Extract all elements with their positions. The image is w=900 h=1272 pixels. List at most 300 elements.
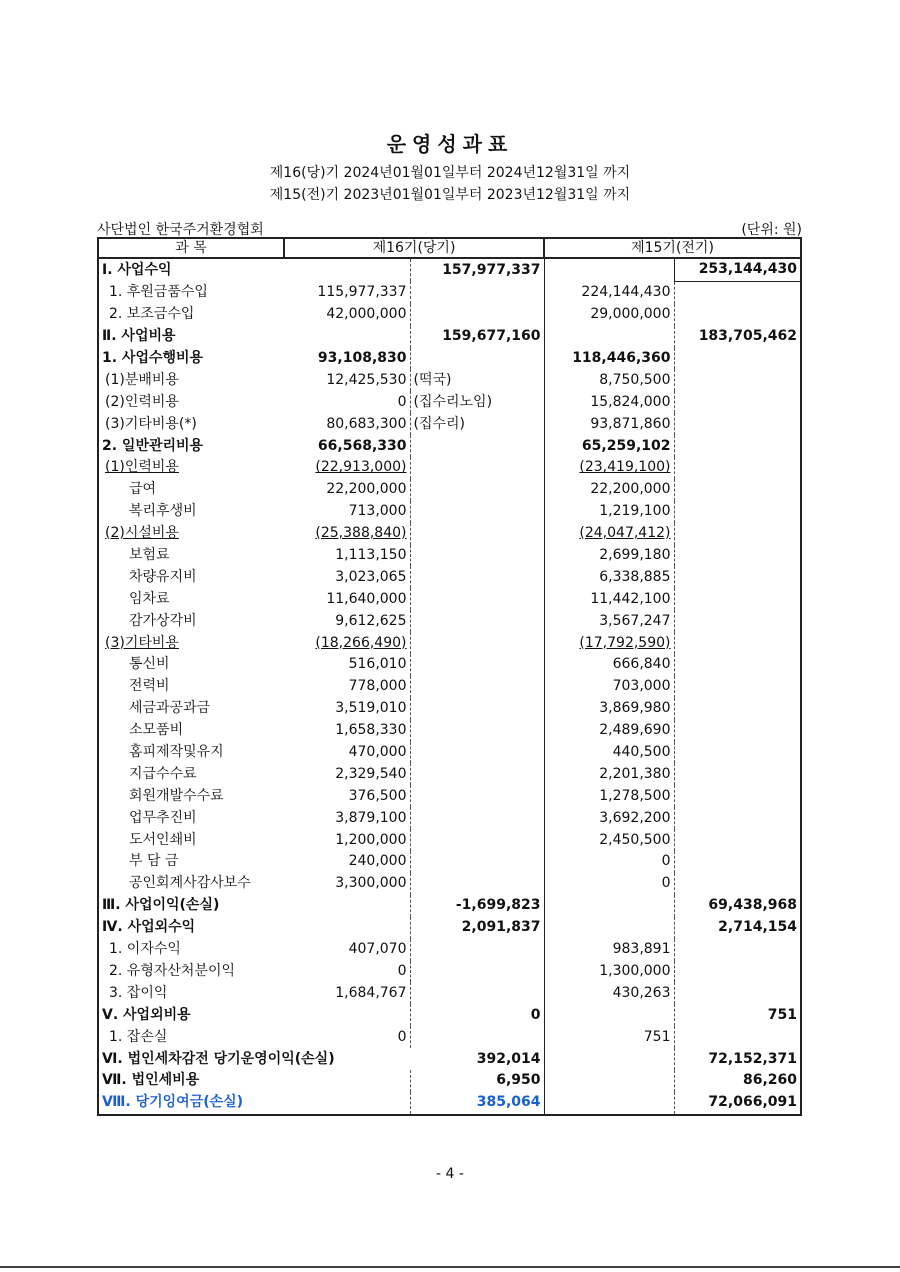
amount-cell <box>544 742 674 764</box>
amount-value: 2,201,380 <box>599 765 671 782</box>
amount-cell <box>674 763 801 785</box>
amount-cell <box>674 1004 801 1026</box>
amount-cell <box>410 1070 544 1092</box>
amount-value: 3,300,000 <box>335 875 407 892</box>
amount-cell <box>544 1092 674 1115</box>
amount-cell <box>410 763 544 785</box>
table-row <box>98 413 801 435</box>
amount-cell <box>544 807 674 829</box>
amount-value: 183,705,462 <box>698 328 797 345</box>
amount-cell <box>410 1026 544 1048</box>
row-label-text: 업무추진비 <box>129 809 197 826</box>
amount-cell <box>284 654 410 676</box>
row-label-text: 부 담 금 <box>129 853 179 870</box>
amount-value: 430,263 <box>612 984 671 1001</box>
row-label-text: 급여 <box>129 481 157 498</box>
amount-cell <box>284 304 410 326</box>
amount-cell <box>544 369 674 391</box>
row-label <box>98 588 284 610</box>
row-label-text: 임차료 <box>129 590 170 607</box>
amount-cell <box>544 413 674 435</box>
amount-cell <box>544 1004 674 1026</box>
row-label-text: (1)분배비용 <box>105 371 179 388</box>
amount-cell <box>410 851 544 873</box>
row-label-text: 통신비 <box>129 656 170 673</box>
row-label-text: 1. 잡손실 <box>109 1028 168 1045</box>
table-row <box>98 258 801 281</box>
amount-cell <box>674 982 801 1004</box>
amount-cell <box>674 258 801 281</box>
table-row <box>98 326 801 348</box>
row-label <box>98 961 284 983</box>
row-label-text: 도서인쇄비 <box>129 831 197 848</box>
amount-cell <box>284 982 410 1004</box>
row-label-text: 공인회계사감사보수 <box>129 875 251 892</box>
amount-value: 1,200,000 <box>335 831 407 848</box>
row-label-text: 보험료 <box>129 547 170 564</box>
amount-value: (18,266,490) <box>315 634 407 651</box>
row-label-text: 2. 일반관리비용 <box>102 437 204 454</box>
amount-value: 65,259,102 <box>581 437 671 454</box>
amount-cell <box>544 566 674 588</box>
amount-cell <box>284 785 410 807</box>
amount-cell <box>674 1092 801 1115</box>
amount-cell <box>410 413 544 435</box>
amount-cell <box>410 698 544 720</box>
amount-cell <box>674 391 801 413</box>
amount-cell <box>674 304 801 326</box>
amount-cell <box>284 501 410 523</box>
amount-value: 3,879,100 <box>335 809 407 826</box>
amount-value: 2,091,837 <box>461 919 541 936</box>
amount-cell <box>674 720 801 742</box>
amount-value: 778,000 <box>348 678 407 695</box>
amount-cell <box>284 1004 410 1026</box>
row-label-text: 홈피제작및유지 <box>129 744 224 761</box>
amount-cell <box>284 369 410 391</box>
table-row <box>98 435 801 457</box>
amount-value: 22,200,000 <box>590 481 671 498</box>
amount-value: (24,047,412) <box>579 525 671 542</box>
amount-cell <box>544 1026 674 1048</box>
table-row <box>98 281 801 303</box>
amount-cell <box>544 632 674 654</box>
amount-value: 72,152,371 <box>708 1050 797 1067</box>
amount-cell <box>674 676 801 698</box>
amount-cell <box>410 829 544 851</box>
amount-value: (23,419,100) <box>579 459 671 476</box>
amount-cell <box>284 961 410 983</box>
amount-value: 0 <box>397 1028 407 1045</box>
table-row <box>98 610 801 632</box>
amount-value: 666,840 <box>612 656 671 673</box>
amount-cell <box>544 654 674 676</box>
amount-cell <box>674 545 801 567</box>
row-label <box>98 1004 284 1026</box>
row-label-text: (2)인력비용 <box>105 393 179 410</box>
amount-cell <box>674 523 801 545</box>
amount-cell <box>284 917 410 939</box>
amount-value: 0 <box>661 853 671 870</box>
row-label-text: 2. 유형자산처분이익 <box>109 962 235 979</box>
amount-value: 80,683,300 <box>326 415 407 432</box>
amount-value: 713,000 <box>348 503 407 520</box>
amount-cell <box>674 501 801 523</box>
amount-cell <box>410 939 544 961</box>
amount-value: 6,950 <box>496 1072 541 1089</box>
amount-value: 2,714,154 <box>718 919 797 936</box>
amount-value: 376,500 <box>348 787 407 804</box>
amount-value: 118,446,360 <box>572 350 671 366</box>
row-label <box>98 304 284 326</box>
amount-value: 3,023,065 <box>335 568 407 585</box>
amount-cell <box>410 720 544 742</box>
amount-cell <box>284 523 410 545</box>
amount-cell <box>284 829 410 851</box>
amount-value: 72,066,091 <box>708 1094 797 1111</box>
amount-cell <box>284 873 410 895</box>
row-label-text: Ⅰ. 사업수익 <box>102 261 172 278</box>
amount-value: 703,000 <box>612 678 671 695</box>
table-row <box>98 785 801 807</box>
amount-value: 983,891 <box>612 941 671 958</box>
table-row <box>98 895 801 917</box>
amount-cell <box>410 258 544 281</box>
amount-cell <box>410 1092 544 1115</box>
amount-value: 3,692,200 <box>599 809 671 826</box>
amount-value: (17,792,590) <box>579 634 671 651</box>
row-label <box>98 873 284 895</box>
amount-cell <box>284 763 410 785</box>
row-label-text: 감가상각비 <box>129 612 197 629</box>
row-label-text: Ⅱ. 사업비용 <box>102 328 176 345</box>
amount-cell <box>544 763 674 785</box>
amount-cell <box>544 391 674 413</box>
row-label-text: 차량유지비 <box>129 568 197 585</box>
amount-cell <box>410 348 544 370</box>
row-label-text: (3)기타비용(*) <box>105 415 197 432</box>
table-row <box>98 720 801 742</box>
amount-cell <box>544 588 674 610</box>
amount-cell <box>410 523 544 545</box>
amount-cell <box>410 632 544 654</box>
amount-cell <box>674 479 801 501</box>
amount-value: 0 <box>530 1006 541 1023</box>
amount-cell <box>674 807 801 829</box>
amount-cell <box>410 982 544 1004</box>
row-label <box>98 1070 284 1092</box>
operating-results-table <box>97 237 802 1116</box>
amount-cell <box>544 435 674 457</box>
header-current: 제16기(당기) <box>284 238 544 258</box>
row-label-text: Ⅵ. 법인세차감전 당기운영이익(손실) <box>102 1050 335 1067</box>
row-label-text: Ⅴ. 사업외비용 <box>102 1006 191 1023</box>
row-label <box>98 457 284 479</box>
row-label <box>98 281 284 303</box>
amount-value: 1,278,500 <box>599 787 671 804</box>
page-title: 운영성과표 <box>386 132 514 156</box>
amount-cell <box>674 457 801 479</box>
amount-cell <box>410 654 544 676</box>
row-label <box>98 742 284 764</box>
amount-cell <box>410 610 544 632</box>
amount-cell <box>544 1070 674 1092</box>
table-row <box>98 545 801 567</box>
amount-cell <box>284 1092 410 1115</box>
table-row <box>98 917 801 939</box>
amount-cell <box>544 917 674 939</box>
organization-name: 사단법인 한국주거환경협회 <box>97 222 264 238</box>
amount-value: 1,219,100 <box>599 503 671 520</box>
table-row <box>98 391 801 413</box>
amount-cell <box>544 785 674 807</box>
row-label <box>98 632 284 654</box>
amount-cell <box>284 281 410 303</box>
table-row <box>98 501 801 523</box>
amount-cell <box>284 588 410 610</box>
amount-value: 29,000,000 <box>590 306 671 323</box>
amount-cell <box>410 807 544 829</box>
amount-value: 440,500 <box>612 744 671 761</box>
row-label <box>98 326 284 348</box>
row-label-text: 세금과공과금 <box>129 700 211 717</box>
amount-cell <box>284 435 410 457</box>
amount-cell <box>544 523 674 545</box>
amount-cell <box>674 917 801 939</box>
row-label <box>98 435 284 457</box>
amount-value: 751 <box>767 1006 797 1023</box>
row-label-text: 회원개발수수료 <box>129 787 224 804</box>
table-row <box>98 763 801 785</box>
amount-value: 12,425,530 <box>326 371 407 388</box>
amount-value: 157,977,337 <box>442 261 541 278</box>
row-label <box>98 1092 284 1115</box>
row-label <box>98 917 284 939</box>
table-row <box>98 851 801 873</box>
row-label <box>98 610 284 632</box>
amount-cell <box>674 588 801 610</box>
row-label <box>98 807 284 829</box>
amount-cell <box>544 326 674 348</box>
amount-cell <box>284 939 410 961</box>
amount-cell <box>284 742 410 764</box>
amount-value: 93,871,860 <box>590 415 671 432</box>
amount-cell <box>410 566 544 588</box>
amount-cell <box>674 413 801 435</box>
row-label-text: 전력비 <box>129 678 170 695</box>
amount-cell <box>544 698 674 720</box>
amount-cell <box>544 281 674 303</box>
amount-cell <box>674 939 801 961</box>
row-label-text: Ⅲ. 사업이익(손실) <box>102 897 220 914</box>
amount-value: 385,064 <box>476 1094 541 1111</box>
amount-cell <box>284 720 410 742</box>
row-label <box>98 939 284 961</box>
page-number: - 4 - <box>436 1166 464 1182</box>
amount-cell <box>674 566 801 588</box>
amount-cell <box>410 917 544 939</box>
amount-value: (25,388,840) <box>315 525 407 542</box>
row-label <box>98 1048 410 1070</box>
table-row <box>98 1004 801 1026</box>
amount-value: 253,144,430 <box>698 261 797 278</box>
amount-cell <box>410 895 544 917</box>
amount-value: 1,684,767 <box>335 984 407 1001</box>
amount-cell <box>410 326 544 348</box>
row-label <box>98 1026 284 1048</box>
table-row <box>98 873 801 895</box>
amount-value: (22,913,000) <box>315 459 407 476</box>
amount-value: 516,010 <box>348 656 407 673</box>
amount-cell <box>674 435 801 457</box>
row-label <box>98 785 284 807</box>
amount-value: 2,329,540 <box>335 765 407 782</box>
amount-cell <box>410 479 544 501</box>
amount-value: 1,658,330 <box>335 722 407 739</box>
table-row <box>98 698 801 720</box>
period-current: 제16(당)기 2024년01월01일부터 2024년12월31일 까지 <box>269 165 631 181</box>
amount-value: 6,338,885 <box>599 568 671 585</box>
amount-value: 0 <box>661 875 671 892</box>
row-label-text: 2. 보조금수입 <box>109 306 195 323</box>
amount-value: 2,489,690 <box>599 722 671 739</box>
amount-value: 2,450,500 <box>599 831 671 848</box>
amount-cell <box>284 258 410 281</box>
amount-value: 240,000 <box>348 853 407 870</box>
table-row <box>98 479 801 501</box>
amount-cell <box>544 829 674 851</box>
amount-cell <box>674 698 801 720</box>
table-row <box>98 588 801 610</box>
amount-value: 3,519,010 <box>335 700 407 717</box>
table-row <box>98 939 801 961</box>
table-row <box>98 676 801 698</box>
row-note: (집수리노임) <box>413 393 493 410</box>
amount-cell <box>674 742 801 764</box>
amount-cell <box>674 326 801 348</box>
amount-cell <box>410 785 544 807</box>
amount-cell <box>284 851 410 873</box>
amount-cell <box>284 413 410 435</box>
amount-value: 0 <box>397 393 407 410</box>
amount-cell <box>674 873 801 895</box>
amount-cell <box>674 610 801 632</box>
amount-cell <box>284 676 410 698</box>
amount-value: 8,750,500 <box>599 371 671 388</box>
table-row <box>98 1048 801 1070</box>
amount-cell <box>410 961 544 983</box>
amount-cell <box>284 457 410 479</box>
amount-cell <box>284 479 410 501</box>
amount-cell <box>410 588 544 610</box>
amount-cell <box>544 982 674 1004</box>
amount-cell <box>544 676 674 698</box>
row-label <box>98 391 284 413</box>
table-row <box>98 304 801 326</box>
amount-cell <box>674 369 801 391</box>
amount-cell <box>544 348 674 370</box>
amount-cell <box>544 258 674 281</box>
amount-value: 115,977,337 <box>317 284 407 301</box>
amount-cell <box>284 698 410 720</box>
row-label <box>98 369 284 391</box>
amount-cell <box>544 873 674 895</box>
row-label <box>98 851 284 873</box>
amount-cell <box>284 326 410 348</box>
table-row <box>98 1070 801 1092</box>
row-label <box>98 895 284 917</box>
amount-cell <box>410 1004 544 1026</box>
row-label-text: (2)시설비용 <box>105 525 179 542</box>
amount-cell <box>410 545 544 567</box>
amount-value: 11,442,100 <box>590 590 671 607</box>
amount-cell <box>410 742 544 764</box>
row-label <box>98 545 284 567</box>
row-label-text: 1. 이자수익 <box>109 941 181 958</box>
amount-cell <box>674 961 801 983</box>
amount-cell <box>544 851 674 873</box>
table-row <box>98 566 801 588</box>
row-label <box>98 479 284 501</box>
amount-value: 0 <box>397 962 407 979</box>
amount-cell <box>284 348 410 370</box>
row-label <box>98 720 284 742</box>
row-label <box>98 763 284 785</box>
amount-cell <box>674 851 801 873</box>
amount-cell <box>544 457 674 479</box>
row-label <box>98 698 284 720</box>
amount-cell <box>544 895 674 917</box>
amount-value: 42,000,000 <box>326 306 407 323</box>
row-label-text: Ⅶ. 법인세비용 <box>102 1072 200 1089</box>
amount-value: -1,699,823 <box>455 897 541 914</box>
amount-cell <box>674 348 801 370</box>
amount-cell <box>410 304 544 326</box>
scan-edge-line <box>0 1266 900 1268</box>
amount-value: 407,070 <box>348 941 407 958</box>
table-row <box>98 742 801 764</box>
amount-cell <box>674 785 801 807</box>
amount-value: 3,869,980 <box>599 700 671 717</box>
amount-cell <box>544 479 674 501</box>
table-row <box>98 369 801 391</box>
amount-cell <box>284 895 410 917</box>
table-row <box>98 829 801 851</box>
amount-cell <box>284 566 410 588</box>
row-label-text: 3. 잡이익 <box>109 984 168 1001</box>
table-row <box>98 1092 801 1115</box>
row-label-text: Ⅷ. 당기잉여금(손실) <box>102 1094 244 1111</box>
row-label-text: Ⅳ. 사업외수익 <box>102 919 196 936</box>
row-label <box>98 523 284 545</box>
amount-value: 1,113,150 <box>335 547 407 564</box>
unit-label: (단위: 원) <box>741 222 802 238</box>
amount-cell <box>544 961 674 983</box>
row-label <box>98 348 284 370</box>
amount-cell <box>284 1070 410 1092</box>
period-previous: 제15(전)기 2023년01월01일부터 2023년12월31일 까지 <box>269 187 631 203</box>
amount-cell <box>410 1048 544 1070</box>
amount-cell <box>674 829 801 851</box>
amount-cell <box>544 720 674 742</box>
amount-cell <box>410 435 544 457</box>
amount-cell <box>544 545 674 567</box>
row-label <box>98 654 284 676</box>
amount-value: 66,568,330 <box>317 437 407 454</box>
amount-value: 11,640,000 <box>326 590 407 607</box>
amount-value: 3,567,247 <box>599 612 671 629</box>
table-row <box>98 961 801 983</box>
